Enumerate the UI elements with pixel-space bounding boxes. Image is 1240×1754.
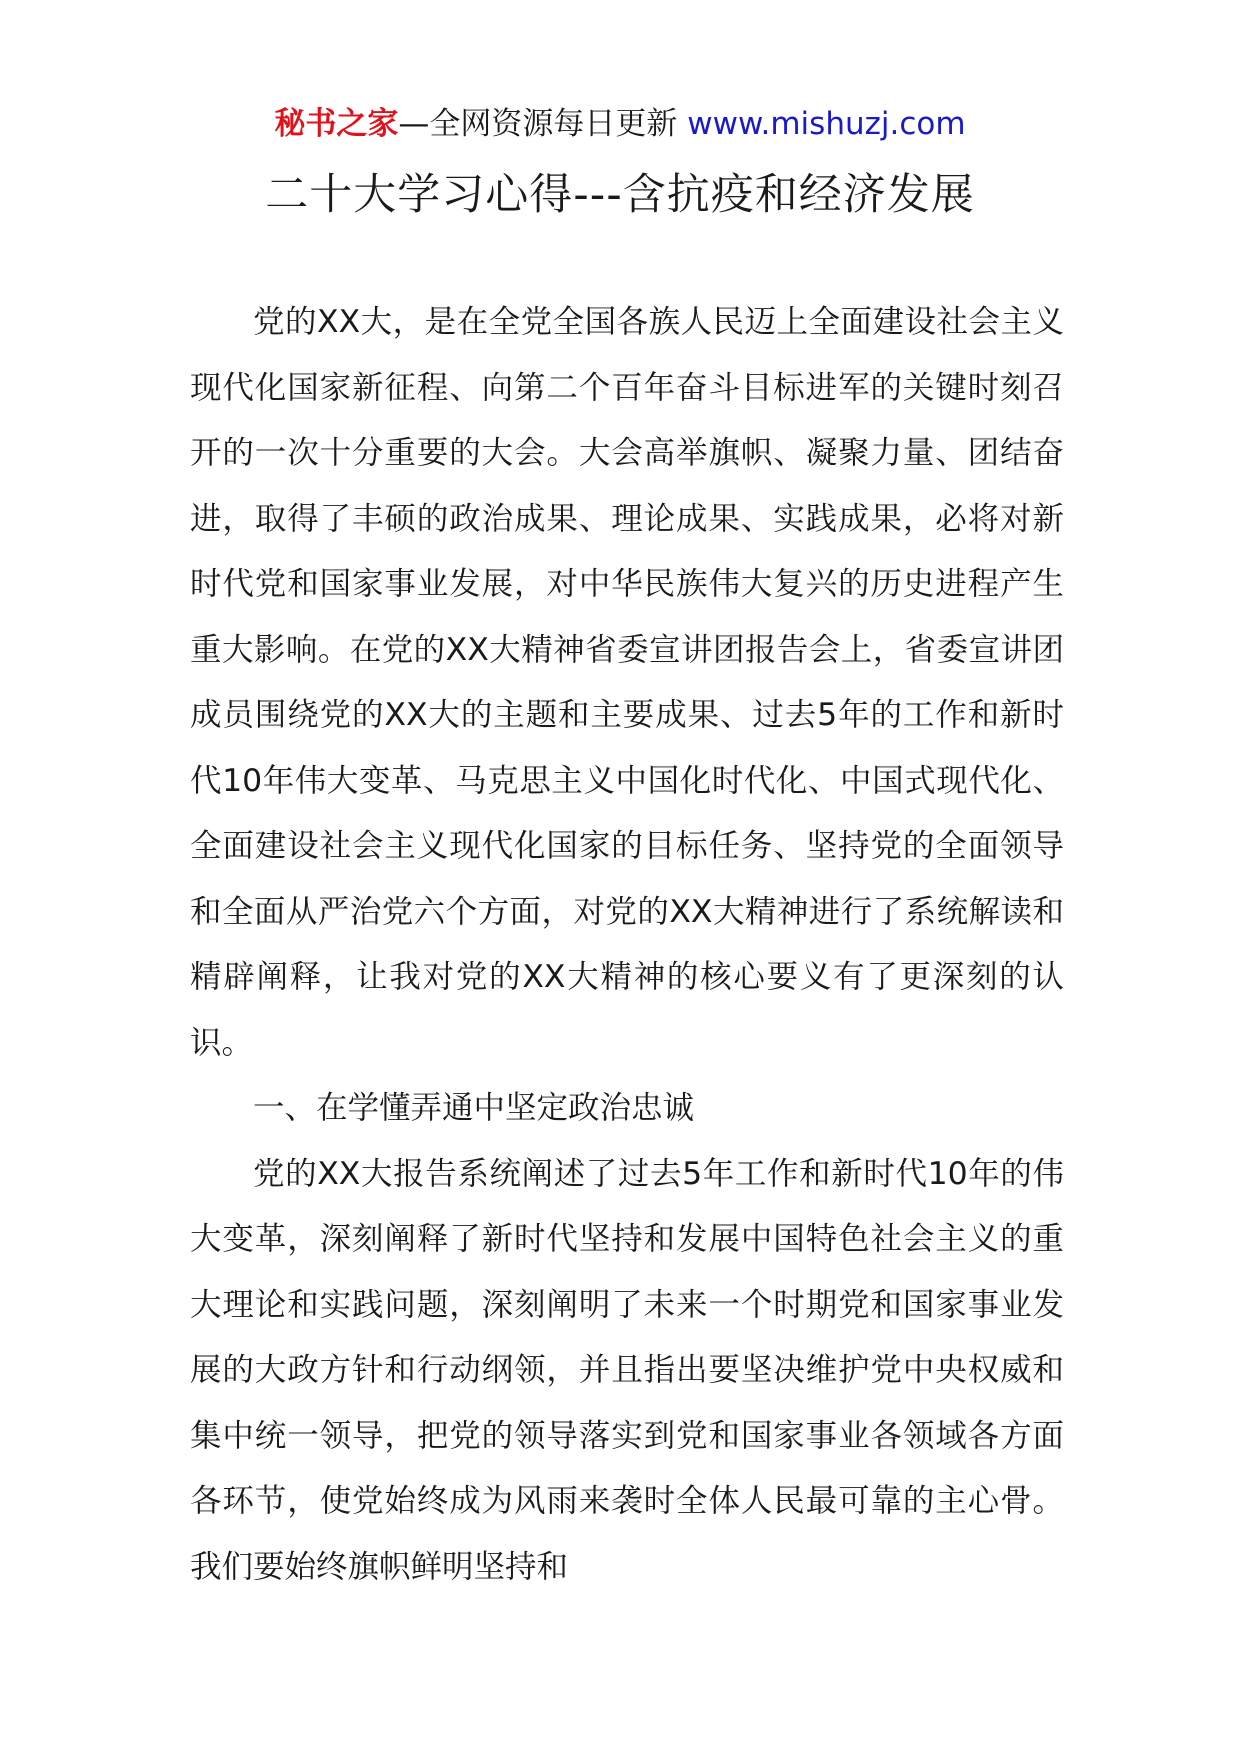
banner-slogan: —全网资源每日更新 (398, 106, 678, 142)
section-heading: 一、在学懂弄通中坚定政治忠诚 (253, 1090, 695, 1126)
intro-paragraph: 党的XX大，是在全党全国各族人民迈上全面建设社会主义现代化国家新征程、向第二个百年奋斗目标进军的关键时刻召开的一次十分重要的大会。大会高举旗帜、凝聚力量、团结奋进，取得了丰硕的政治成果、理论成果、实践成果，必将对新时代党和国家事业发展，对中华民族伟大复兴的历史进程产生重大影响。在党的XX大精神省委宣讲团报告会上，省委宣讲团成员围绕党的XX大的主题和主要成果、过去5年的工作和新时代10年伟大变革、马克思主义中国化时代化、中国式现代化、全面建设社会主义现代化国家的目标任务、坚持党的全面领导和全面从严治党六个方面，对党的XX大精神进行了系统解读和精辟阐释，让我对党的XX大精神的核心要义有了更深刻的认识。 (190, 304, 1064, 1061)
brand-name: 秘书之家 (274, 106, 399, 142)
document-body (190, 290, 1064, 1600)
document-title: 二十大学习心得---含抗疫和经济发展 (265, 170, 975, 220)
section-paragraph: 党的XX大报告系统阐述了过去5年工作和新时代10年的伟大变革，深刻阐释了新时代坚持和发展中国特色社会主义的重大理论和实践问题，深刻阐明了未来一个时期党和国家事业发展的大政方针和行动纲领，并且指出要坚决维护党中央权威和集中统一领导，把党的领导落实到党和国家事业各领域各方面各环节，使党始终成为风雨来袭时全体人民最可靠的主心骨。我们要始终旗帜鲜明坚持和 (190, 1155, 1064, 1585)
site-banner (0, 104, 1240, 144)
website-link[interactable]: www.mishuzj.com (687, 106, 966, 142)
